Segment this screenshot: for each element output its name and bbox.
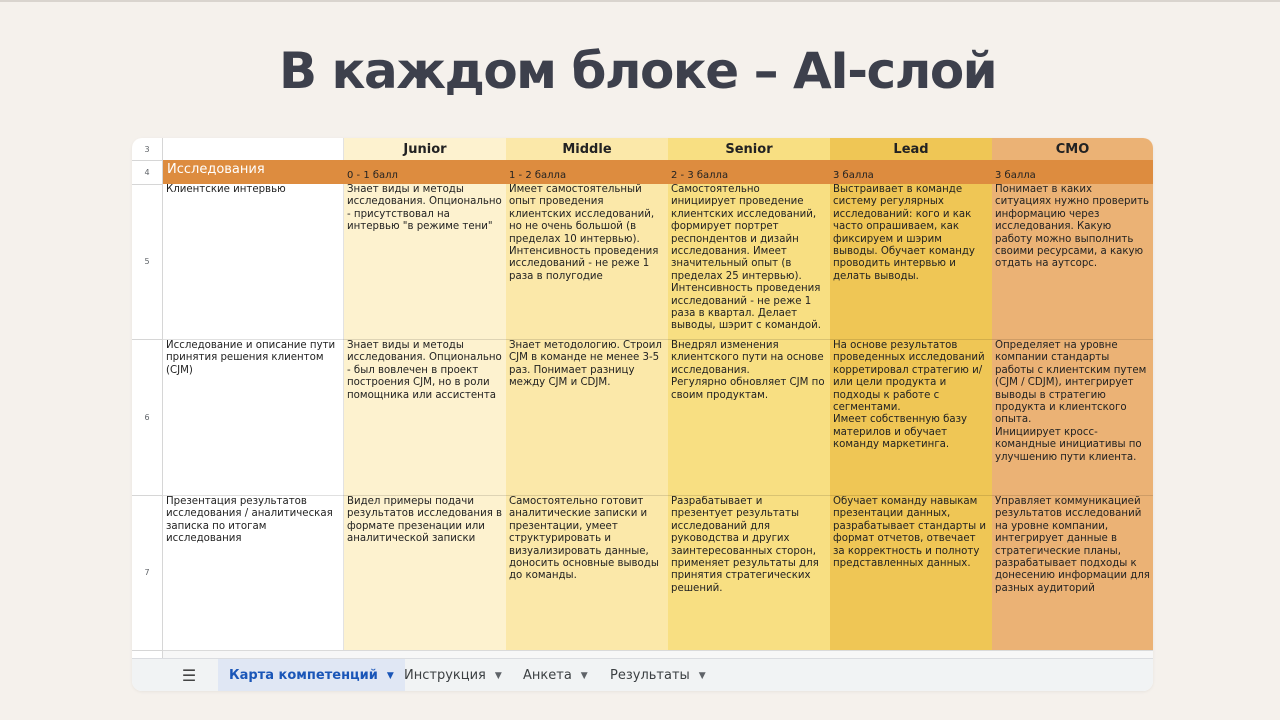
tab-label: Карта компетенций [229, 668, 378, 683]
cell-cmo[interactable]: Управляет коммуникацией результатов исследований на уровне компании, интегрирует данные в стратегические планы, разрабатывает подходы к донесению информации для разных аудиторий [995, 496, 1150, 594]
cell-junior[interactable]: Знает виды и методы исследования. Опционально - был вовлечен в проект построения CJM, но в роли помощника или ассистента [347, 340, 502, 401]
sheet-tab-bar [132, 658, 1153, 691]
row-divider [132, 160, 163, 161]
cell-middle[interactable]: Имеет самостоятельный опыт проведения клиентских исследований, но не очень большой (в пределах 10 интервью). Интенсивность проведения исследований - не реже 1 раза в полугодие [509, 184, 659, 282]
row-divider [132, 184, 163, 185]
cell-lead[interactable]: На основе результатов проведенных исследований корретировал стратегию и/или цели продукта и подходы к работе с сегментами. Имеет собственную базу материлов и обучает команду маркетинга. [833, 340, 985, 451]
cell-cmo[interactable]: Определяет на уровне компании стандарты работы с клиентским путем (CJM / CDJM), интегрирует выводы в стратегию продукта и клиентского опыта. Инициирует кросс-командные инициативы по улучшению пути клиента. [995, 340, 1147, 463]
competency-label[interactable]: Презентация результатов исследования / аналитическая записка по итогам исследования [166, 496, 333, 545]
score-middle[interactable]: 1 - 2 балла [509, 170, 567, 181]
cell-senior[interactable]: Разрабатывает и презентует результаты исследований для руководства и других заинтересованных сторон, применяет результаты для принятия стратегических решений. [671, 496, 819, 594]
header-lead[interactable]: Lead [893, 141, 929, 157]
menu-icon[interactable]: ☰ [181, 666, 197, 685]
competency-label[interactable]: Исследование и описание пути принятия решения клиентом (CJM) [166, 340, 336, 376]
tab-survey[interactable] [512, 659, 599, 691]
caret-down-icon[interactable]: ▼ [386, 670, 394, 681]
tab-instruction[interactable] [393, 659, 513, 691]
score-senior[interactable]: 2 - 3 балла [671, 170, 729, 181]
score-cmo[interactable]: 3 балла [995, 170, 1036, 181]
header-cmo[interactable]: CMO [1055, 141, 1090, 157]
empty-row [163, 650, 1153, 658]
row-number[interactable]: 5 [132, 184, 163, 339]
row-number-empty [132, 650, 163, 658]
sheet-grid [132, 138, 1153, 658]
cell-lead[interactable]: Выстраивает в команде систему регулярных исследований: кого и как часто опрашиваем, как фиксируем и шэрим выводы. Обучает команду проводить интервью и делать выводы. [833, 184, 975, 282]
row-number[interactable]: 3 [132, 138, 163, 160]
competency-label[interactable]: Клиентские интервью [166, 184, 286, 195]
cell-senior[interactable]: Самостоятельно инициирует проведение клиентских исследований, формирует портрет респондентов и дизайн исследования. Имеет значительный опыт (в пределах 25 интервью). Интенсивность проведения исследований - не реже 1 раза в квартал. Делает выводы, шэрит с командой. [671, 184, 821, 332]
cell-junior[interactable]: Знает виды и методы исследования. Опционально - присутствовал на интервью "в режиме тени" [347, 184, 502, 233]
top-divider [0, 0, 1280, 2]
tab-label: Результаты [610, 668, 690, 683]
row-divider [132, 650, 163, 651]
score-lead[interactable]: 3 балла [833, 170, 874, 181]
header-senior[interactable]: Senior [725, 141, 773, 157]
row-number[interactable]: 4 [132, 160, 163, 184]
row-divider [132, 339, 163, 340]
score-junior[interactable]: 0 - 1 балл [347, 170, 398, 181]
caret-down-icon[interactable]: ▼ [698, 670, 706, 681]
row-number[interactable]: 6 [132, 339, 163, 495]
tab-label: Анкета [523, 668, 572, 683]
cell-cmo[interactable]: Понимает в каких ситуациях нужно проверить информацию через исследования. Какую работу можно выполнить своими ресурсами, а какую отдать на аутсорс. [995, 184, 1150, 270]
cell-middle[interactable]: Самостоятельно готовит аналитические записки и презентации, умеет структурировать и визуализировать данные, доносить основные выводы до команды. [509, 496, 659, 582]
cell-middle[interactable]: Знает методологию. Строил CJM в команде не менее 3-5 раз. Понимает разницу между CJM и CDJM. [509, 340, 662, 389]
row-number[interactable]: 7 [132, 495, 163, 650]
spreadsheet [132, 138, 1153, 691]
slide-title: В каждом блоке – AI-слой [279, 42, 997, 100]
header-middle[interactable]: Middle [562, 141, 612, 157]
section-title[interactable]: Исследования [167, 162, 265, 177]
cell-senior[interactable]: Внедрял изменения клиентского пути на основе исследования. Регулярно обновляет CJM по своим продуктам. [671, 340, 825, 401]
cell-lead[interactable]: Обучает команду навыкам презентации данных, разрабатывает стандарты и формат отчетов, отвечает за корректность и полноту представленных данных. [833, 496, 987, 570]
tab-competency-map[interactable] [218, 659, 405, 691]
cell-junior[interactable]: Видел примеры подачи результатов исследования в формате презенации или аналитической записки [347, 496, 503, 545]
tab-label: Инструкция [404, 668, 486, 683]
caret-down-icon[interactable]: ▼ [494, 670, 502, 681]
row-divider [132, 495, 163, 496]
header-junior[interactable]: Junior [403, 141, 447, 157]
caret-down-icon[interactable]: ▼ [580, 670, 588, 681]
tab-results[interactable] [599, 659, 717, 691]
